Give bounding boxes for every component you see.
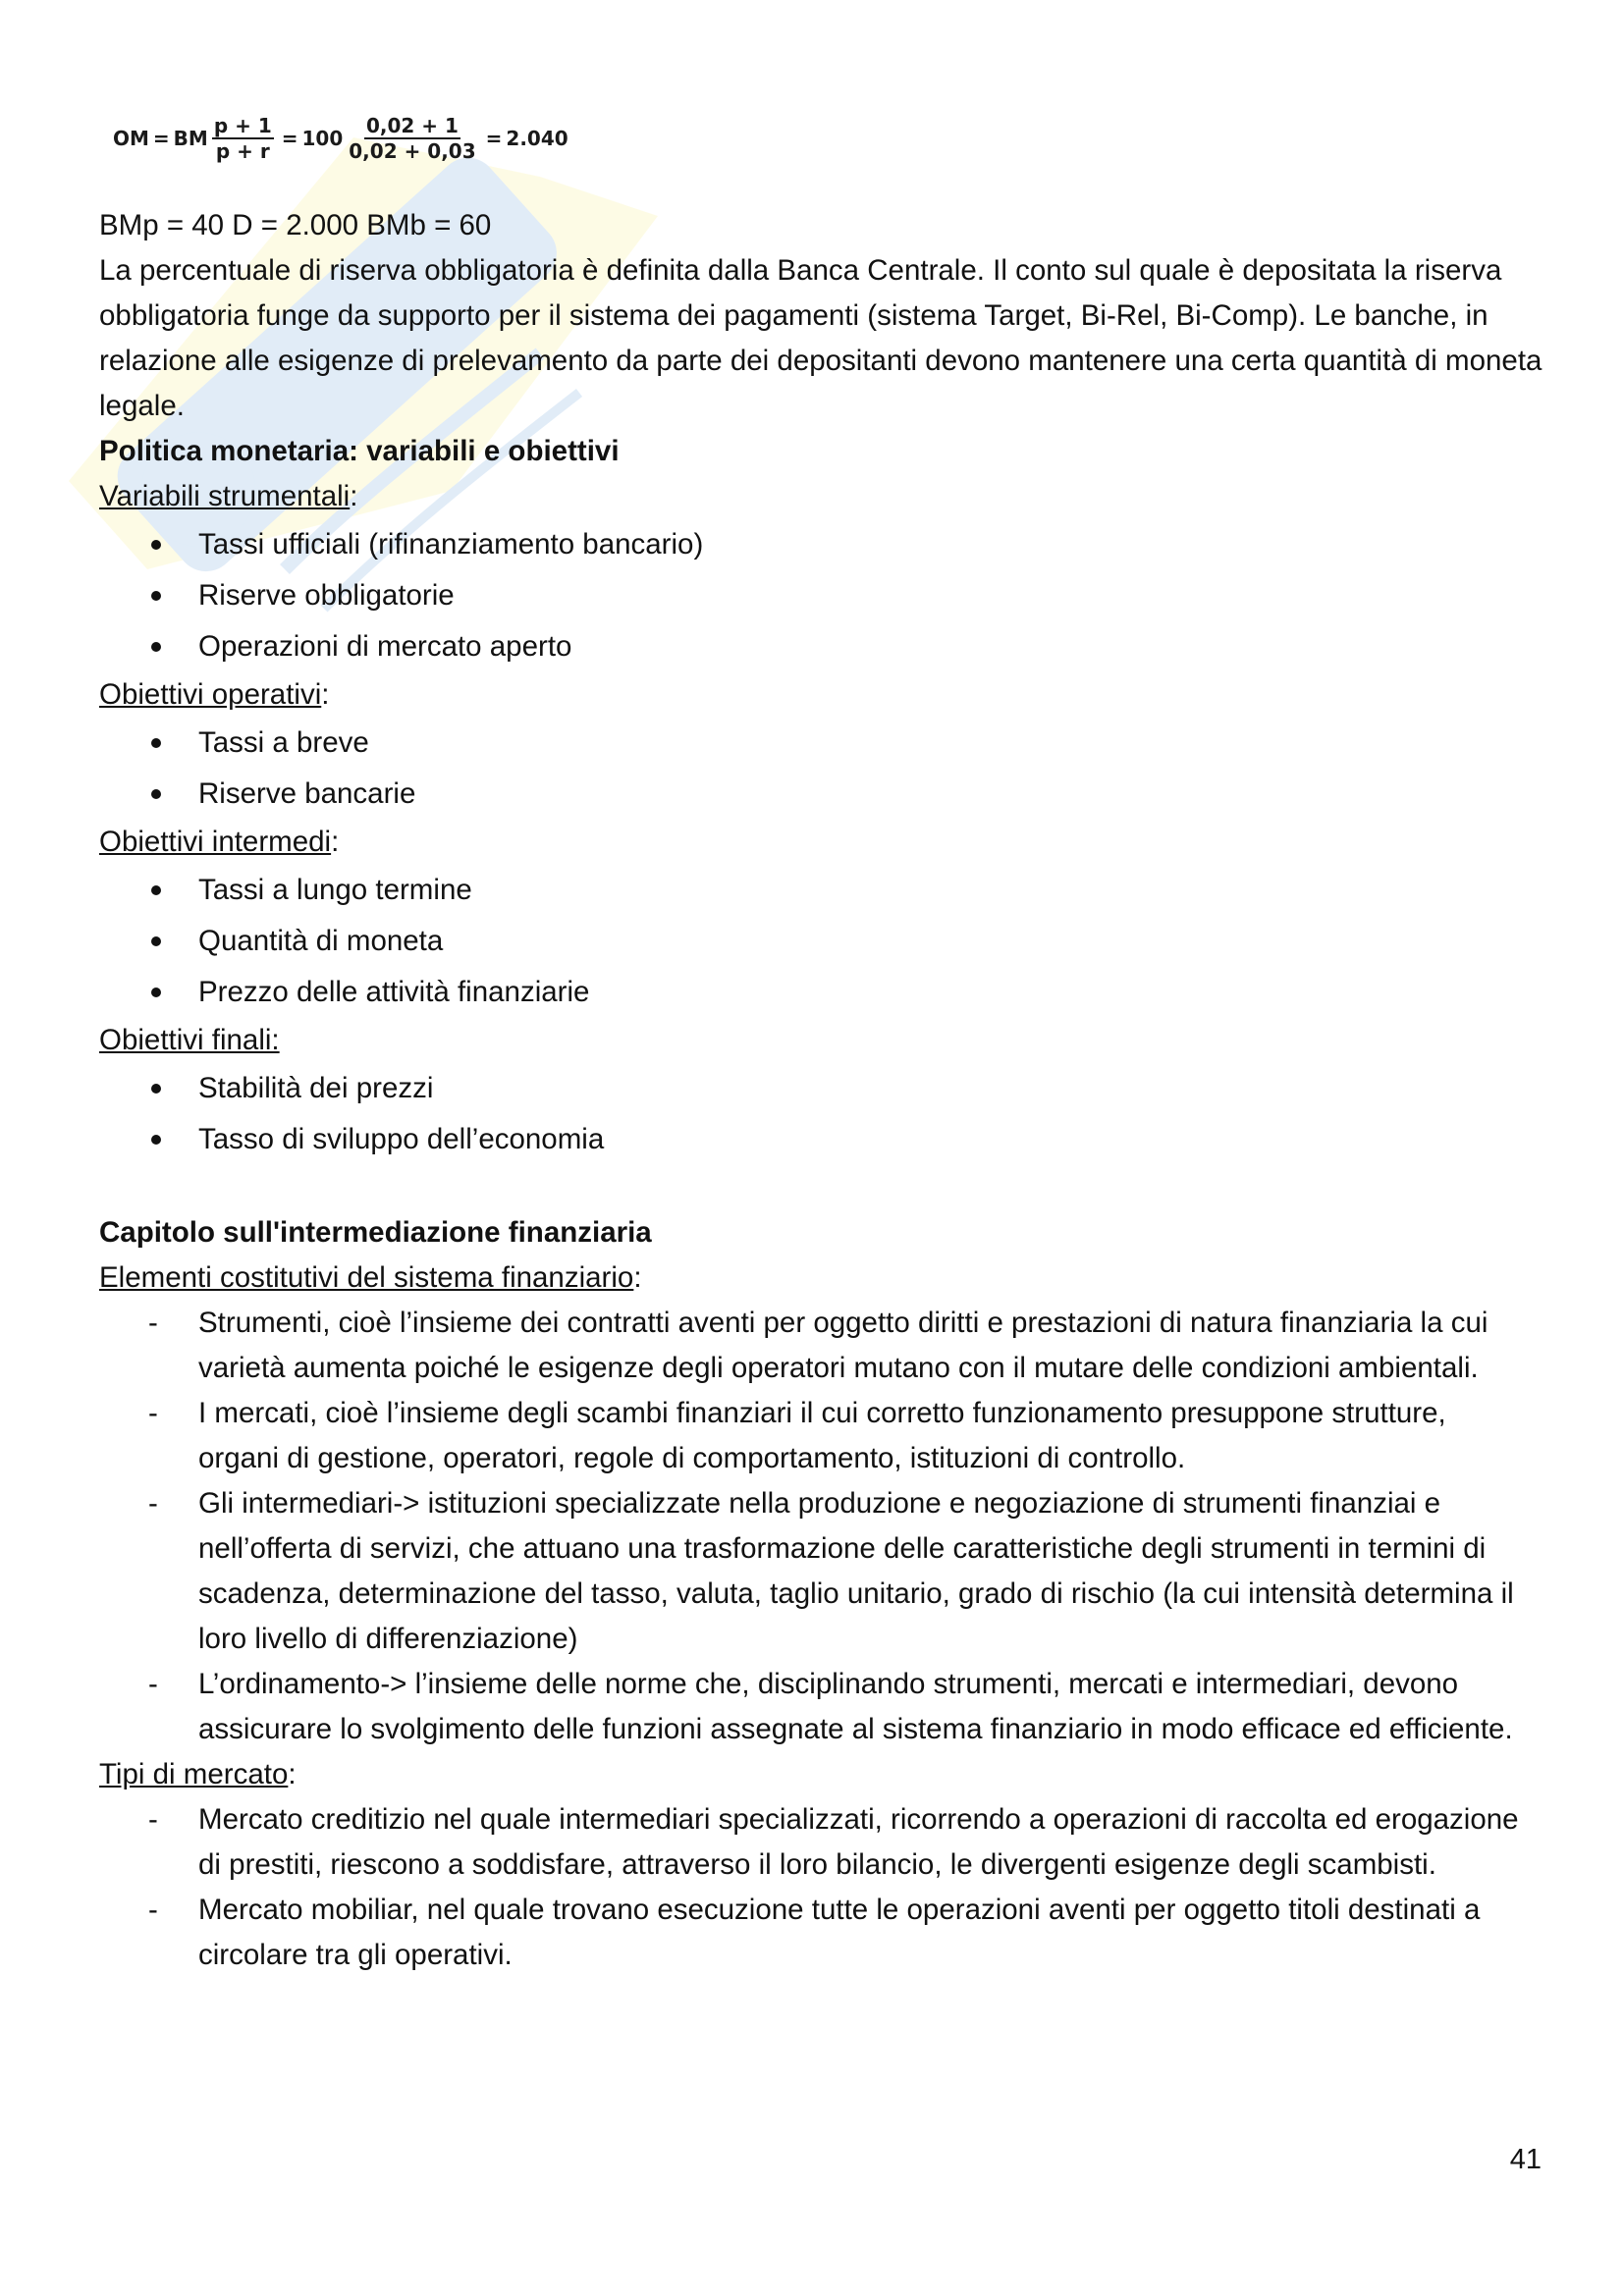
intro-paragraph: La percentuale di riserva obbligatoria è definita dalla Banca Centrale. Il conto sul quale è depositata la riserva obbligatoria funge da supporto per il sistema dei pagamenti (sistema Target, Bi-Rel, Bi-Comp). Le banche, in relazione alle esigenze di prelevamento da parte dei depositanti devono mantenere una certa quantità di moneta legale. [99,254,1542,422]
formula [99,111,1542,166]
page-number: 41 [1509,2144,1542,2175]
group-label-finali: Obiettivi finali: [99,1024,280,1056]
list-item: - Gli intermediari-> istituzioni specializzate nella produzione e negoziazione di strumenti finanziai e nell’offerta di servizi, che attuano una trasformazione delle caratteristiche degli strumenti in termini di scadenza, determinazione del tasso, valuta, taglio unitario, grado di rischio (la cui intensità determina il loro livello di differenziazione) [99,1481,1542,1662]
capitolo-heading: Capitolo sull'intermediazione finanziaria [99,1216,652,1249]
list-strumentali [99,519,1542,672]
list-item: - Mercato creditizio nel quale intermediari specializzati, ricorrendo a operazioni di raccolta ed erogazione di prestiti, riescono a soddisfare, attraverso il loro bilancio, le divergenti esigenze degli scambisti. [99,1797,1542,1888]
list-item: - I mercati, cioè l’insieme degli scambi finanziari il cui corretto funzionamento presuppone strutture, organi di gestione, operatori, regole di comportamento, istituzioni di controllo. [99,1391,1542,1481]
formula-lhs: OM [113,127,149,150]
list-item: - L’ordinamento-> l’insieme delle norme che, disciplinando strumenti, mercati e intermediari, devono assicurare lo svolgimento delle funzioni assegnate al sistema finanziario in modo efficace ed efficiente. [99,1662,1542,1752]
formula-equals: = [152,127,170,150]
list-intermedi [99,865,1542,1018]
fraction-2-denominator: 0,02 + 0,03 [349,139,476,163]
group-label-intermedi: Obiettivi intermedi: [99,826,340,858]
list-tipi [99,1797,1542,1978]
list-finali [99,1063,1542,1165]
group-label-strumentali: Variabili strumentali: [99,480,358,512]
formula-result: 2.040 [506,127,568,150]
fraction-1-denominator: p + r [215,139,270,163]
fraction-2-numerator: 0,02 + 1 [365,114,459,137]
page-content [99,111,1542,1978]
list-item: Tassi a lungo termine [99,865,1542,916]
politica-heading: Politica monetaria: variabili e obiettivi [99,435,620,467]
list-item: Tassi ufficiali (rifinanziamento bancario) [99,519,1542,570]
list-item: Tassi a breve [99,718,1542,769]
values-line: BMp = 40 D = 2.000 BMb = 60 [99,209,492,241]
list-operativi [99,718,1542,820]
list-item: Quantità di moneta [99,916,1542,967]
fraction-1-numerator: p + 1 [213,114,272,137]
formula-multiplier: 100 [301,127,344,150]
section-gap [99,1165,1542,1210]
list-item: - Mercato mobiliar, nel quale trovano esecuzione tutte le operazioni aventi per oggetto titoli destinati a circolare tra gli operativi. [99,1888,1542,1978]
list-item: Riserve bancarie [99,769,1542,820]
list-item: Riserve obbligatorie [99,570,1542,621]
list-item: Stabilità dei prezzi [99,1063,1542,1114]
formula-bm: BM [173,127,208,150]
formula-fraction-2 [347,114,477,163]
tipi-label: Tipi di mercato: [99,1758,297,1790]
formula-equals-3: = [485,127,503,150]
group-label-operativi: Obiettivi operativi: [99,678,330,711]
formula-equals-2: = [281,127,298,150]
list-elementi [99,1301,1542,1752]
formula-fraction-1 [212,114,274,163]
list-item: - Strumenti, cioè l’insieme dei contratti aventi per oggetto diritti e prestazioni di natura finanziaria la cui varietà aumenta poiché le esigenze degli operatori mutano con il mutare delle condizioni ambientali. [99,1301,1542,1391]
list-item: Operazioni di mercato aperto [99,621,1542,672]
list-item: Prezzo delle attività finanziarie [99,967,1542,1018]
list-item: Tasso di sviluppo dell’economia [99,1114,1542,1165]
elementi-label: Elementi costitutivi del sistema finanziario: [99,1261,642,1294]
politica-groups [99,474,1542,1165]
